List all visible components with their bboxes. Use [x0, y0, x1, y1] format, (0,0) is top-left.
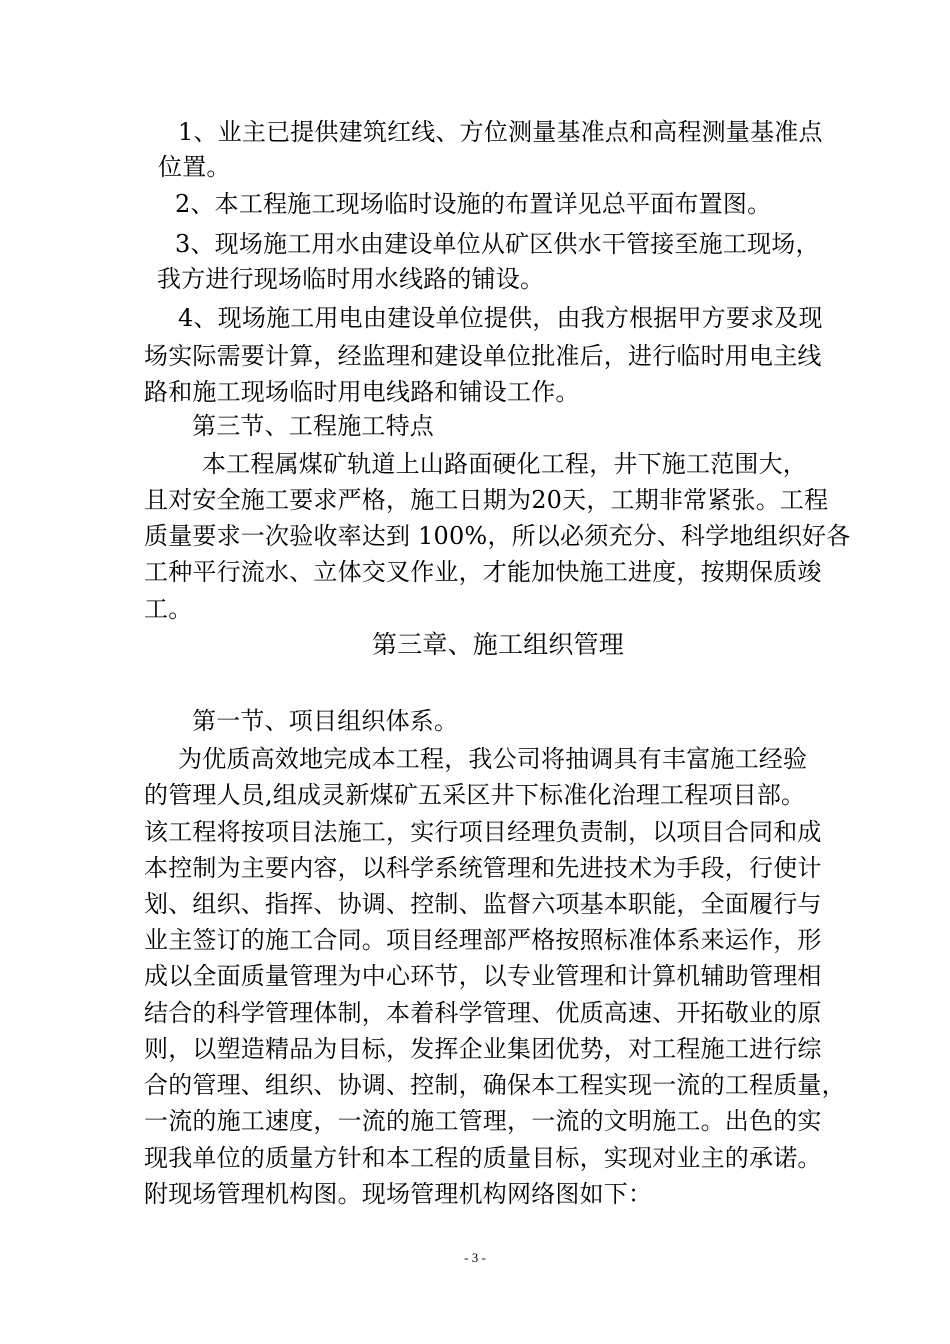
paragraph-line: 附现场管理机构图。现场管理机构网络图如下： [144, 1180, 653, 1208]
paragraph-line: 1、业主已提供建筑红线、方位测量基准点和高程测量基准点 [178, 118, 823, 146]
paragraph-line: 划、组织、指挥、协调、控制、监督六项基本职能，全面履行与 [144, 890, 822, 918]
paragraph-line: 本控制为主要内容，以科学系统管理和先进技术为手段，行使计 [144, 854, 822, 882]
page-number: - 3 - [464, 1250, 486, 1265]
paragraph-line: 我方进行现场临时用水线路的铺设。 [157, 265, 545, 293]
paragraph-line: 2、本工程施工现场临时设施的布置详见总平面布置图。 [175, 190, 772, 218]
paragraph-line: 合的管理、组织、协调、控制，确保本工程实现一流的工程质量， [144, 1071, 846, 1099]
chapter-heading: 第三章、施工组织管理 [372, 630, 625, 659]
paragraph-line: 位置。 [158, 153, 231, 181]
paragraph-line: 业主签订的施工合同。项目经理部严格按照标准体系来运作，形 [144, 926, 822, 954]
paragraph-line: 3、现场施工用水由建设单位从矿区供水干管接至施工现场， [175, 230, 820, 258]
paragraph-line: 一流的施工速度，一流的施工管理，一流的文明施工。出色的实 [144, 1107, 822, 1135]
paragraph-line: 场实际需要计算，经监理和建设单位批准后，进行临时用电主线 [144, 342, 822, 370]
paragraph-line: 工。 [144, 595, 193, 623]
section-heading: 第一节、项目组织体系。 [192, 707, 459, 735]
paragraph-line: 且对安全施工要求严格，施工日期为20天，工期非常紧张。工程 [144, 486, 829, 514]
paragraph-line: 4、现场施工用电由建设单位提供，由我方根据甲方要求及现 [178, 304, 823, 332]
paragraph-line: 为优质高效地完成本工程，我公司将抽调具有丰富施工经验 [178, 745, 808, 773]
paragraph-line: 路和施工现场临时用电线路和铺设工作。 [144, 378, 580, 406]
paragraph-line: 质量要求一次验收率达到 100%，所以必须充分、科学地组织好各 [144, 522, 851, 550]
paragraph-line: 成以全面质量管理为中心环节，以专业管理和计算机辅助管理相 [144, 962, 822, 990]
paragraph-line: 本工程属煤矿轨道上山路面硬化工程，井下施工范围大， [202, 450, 807, 478]
paragraph-line: 结合的科学管理体制，本着科学管理、优质高速、开拓敬业的原 [144, 999, 822, 1027]
paragraph-line: 工种平行流水、立体交叉作业，才能加快施工进度，按期保质竣 [144, 558, 822, 586]
paragraph-line: 该工程将按项目法施工，实行项目经理负责制，以项目合同和成 [144, 818, 822, 846]
paragraph-line: 的管理人员,组成灵新煤矿五采区井下标准化治理工程项目部。 [144, 781, 806, 809]
paragraph-line: 则，以塑造精品为目标，发挥企业集团优势，对工程施工进行综 [144, 1035, 822, 1063]
paragraph-line: 现我单位的质量方针和本工程的质量目标，实现对业主的承诺。 [144, 1144, 822, 1172]
section-heading: 第三节、工程施工特点 [192, 412, 434, 440]
